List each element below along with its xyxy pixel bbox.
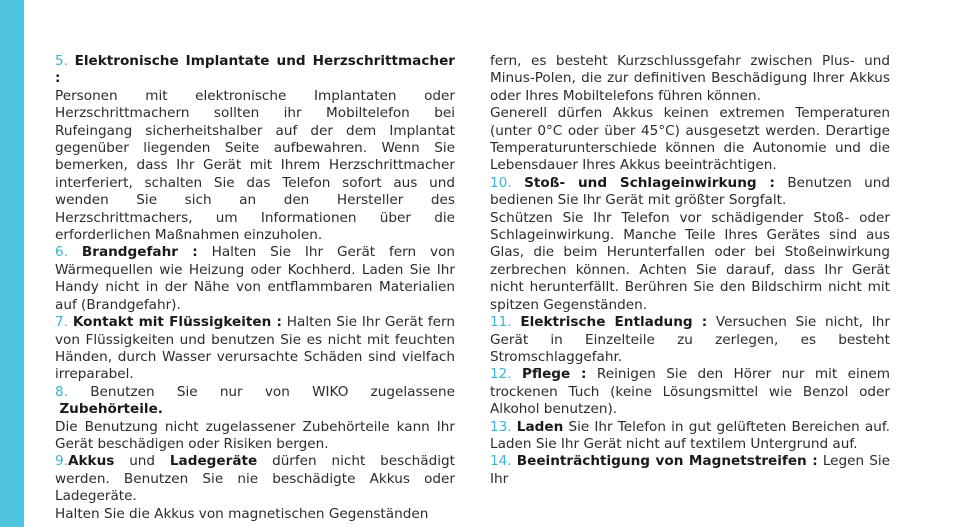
section-number: 5. [55, 53, 68, 69]
section-5 [55, 53, 455, 244]
section-13 [490, 419, 890, 454]
section-text: Personen mit elektronische Implantaten oder Herzschrittmachern sollten ihr Mobiltelefon bei Rufeingang sicherheitshalber auf der dem Implantat gegenüber liegenden Seite aufbewahren. Wenn Sie bemerken, dass Ihr Gerät mit Ihrem Herzschrittmacher interferiert, schalten Sie das Telefon sofort aus und wenden Sie sich an den Hersteller des Herzschrittmachers, um Informationen über die erforderlichen Maßnahmen einzuholen. [55, 87, 455, 244]
section-text-continued: Halten Sie die Akkus von magnetischen Gegenständen [55, 505, 429, 522]
section-title: Laden [516, 418, 564, 435]
section-number: 8. [55, 383, 68, 400]
section-title: Elektrische Entladung : [520, 314, 708, 331]
right-column [490, 53, 890, 488]
section-text: dürfen nicht beschädigt werden. Benutzen Sie nie beschädigte Akkus oder Ladegeräte. [55, 453, 455, 505]
section-title: Brandgefahr : [81, 244, 198, 261]
section-number: 10. [490, 174, 512, 191]
section-title-akkus: Akkus [67, 453, 115, 470]
section-9-continued [490, 53, 890, 175]
section-text-continued: Schützen Sie Ihr Telefon vor schädigender Stoß- oder Schlageinwirkung. Manche Teile Ihres Gerätes sind aus Glas, die beim Herunterfallen oder bei Stoßeinwirkung zerbrechen können. Achten Sie darauf, dass Ihr Gerät nicht herunterfällt. Berühren Sie den Bildschirm nicht mit spitzen Gegenständen. [490, 209, 890, 313]
left-column [55, 53, 455, 523]
section-10 [490, 175, 890, 314]
section-conjunction: und [129, 453, 156, 470]
section-text: Sie Ihr Telefon in gut gelüfteten Bereichen auf. Laden Sie Ihr Gerät nicht auf textilem Untergrund auf. [490, 418, 890, 452]
section-14 [490, 453, 890, 488]
section-text: Die Benutzung nicht zugelassener Zubehörteile kann Ihr Gerät beschädigen oder Risiken bergen. [55, 418, 455, 452]
section-text-temperature: Generell dürfen Akkus keinen extremen Temperaturen (unter 0°C oder über 45°C) ausgesetzt werden. Derartige Temperaturunterschiede können die Autonomie und die Lebensdauer Ihres Akkus beeinträchtigen. [490, 105, 890, 174]
section-title: Zubehörteile. [59, 401, 163, 418]
section-number: 13. [490, 418, 512, 435]
section-title: Elektronische Implantate und Herzschrittmacher : [55, 53, 455, 87]
section-title: Kontakt mit Flüssigkeiten : [72, 314, 282, 331]
section-7 [55, 314, 455, 384]
section-number: 9. [55, 453, 68, 470]
section-text: Legen Sie Ihr [490, 453, 891, 487]
section-title: Stoß- und Schlageinwirkung : [524, 174, 775, 191]
section-text: Versuchen Sie nicht, Ihr Gerät in Einzelteile zu zerlegen, es besteht Stromschlaggefahr. [490, 314, 890, 365]
section-lead-text: Benutzen Sie nur von WIKO zugelassene [90, 383, 455, 400]
section-8 [55, 384, 455, 454]
section-number: 11. [490, 314, 512, 331]
left-accent-bar [0, 0, 24, 527]
section-title: Pflege : [522, 366, 587, 383]
section-number: 14. [490, 453, 512, 470]
section-12 [490, 366, 890, 418]
section-text: Benutzen und bedienen Sie Ihr Gerät mit größter Sorgfalt. [490, 174, 891, 209]
section-number: 12. [490, 366, 512, 383]
section-9 [55, 453, 455, 523]
section-title-ladegeraete: Ladegeräte [169, 453, 258, 470]
section-text: fern, es besteht Kurzschlussgefahr zwischen Plus- und Minus-Polen, die zur definitiven Beschädigung Ihrer Akkus oder Ihres Mobiltelefons führen können. [490, 53, 890, 104]
section-text: Halten Sie Ihr Gerät fern von Wärmequellen wie Heizung oder Kochherd. Laden Sie Ihr Handy nicht in der Nähe von entflammbaren Materialien auf (Brandgefahr). [55, 244, 455, 313]
section-11 [490, 314, 890, 366]
section-number: 6. [55, 244, 68, 261]
section-text: Halten Sie Ihr Gerät fern von Flüssigkeiten und benutzen Sie es nicht mit feuchten Händen, durch Wasser verursachte Schäden sind vielfach irreparabel. [55, 314, 455, 383]
section-title: Beeinträchtigung von Magnetstreifen : [516, 453, 818, 470]
section-text: Reinigen Sie den Hörer nur mit einem trockenen Tuch (keine Lösungsmittel wie Benzol oder Alkohol benutzen). [490, 366, 890, 418]
section-number: 7. [55, 314, 68, 331]
section-6 [55, 244, 455, 314]
